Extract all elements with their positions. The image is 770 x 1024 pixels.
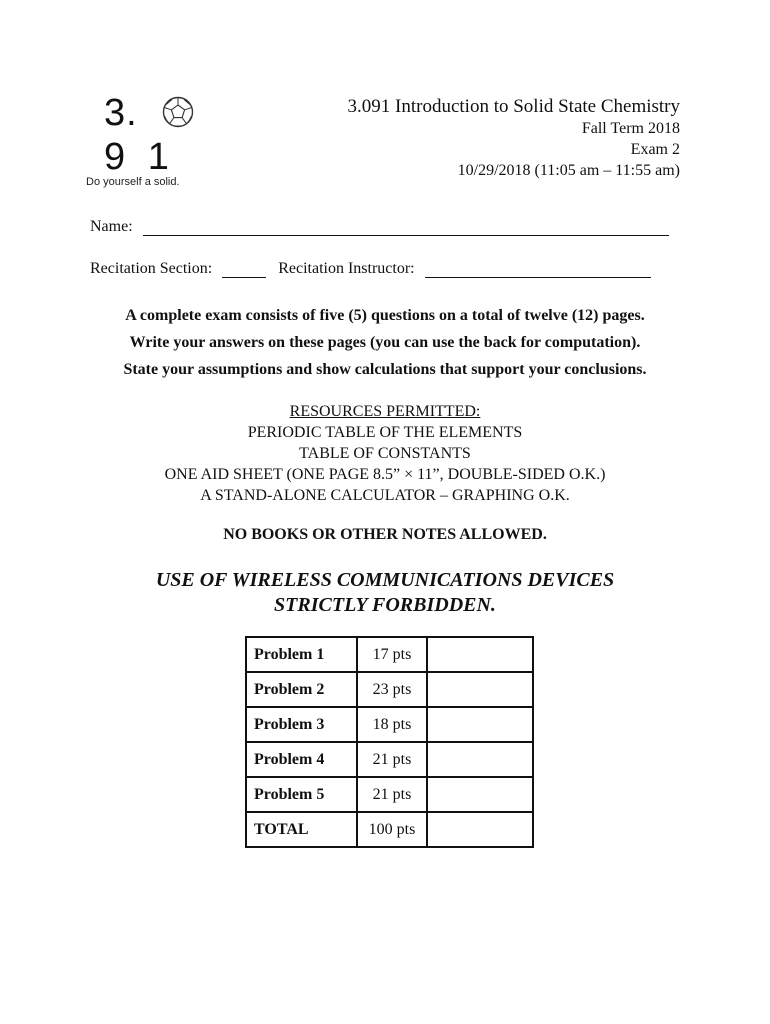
course-title: 3.091 Introduction to Solid State Chemistry <box>347 96 680 117</box>
wireless-warning <box>0 568 770 618</box>
problem-points: 21 pts <box>357 777 427 812</box>
table-row <box>246 777 533 812</box>
problem-points: 21 pts <box>357 742 427 777</box>
table-row <box>246 672 533 707</box>
exam-instructions <box>0 302 770 383</box>
table-row <box>246 707 533 742</box>
recitation-section-field[interactable] <box>222 263 266 278</box>
resource-item: TABLE OF CONSTANTS <box>299 445 471 462</box>
term-label: Fall Term 2018 <box>581 120 680 137</box>
instruction-line: A complete exam consists of five (5) questions on a total of twelve (12) pages. <box>125 307 645 324</box>
resource-item: ONE AID SHEET (ONE PAGE 8.5” × 11”, DOUBLE-SIDED O.K.) <box>164 466 606 483</box>
exam-label: Exam 2 <box>630 141 680 158</box>
no-books-notice: NO BOOKS OR OTHER NOTES ALLOWED. <box>223 526 547 543</box>
problem-points: 18 pts <box>357 707 427 742</box>
problem-label: Problem 1 <box>246 637 357 672</box>
score-entry-cell[interactable] <box>427 777 533 812</box>
name-label: Name: <box>90 218 133 235</box>
table-row <box>246 742 533 777</box>
recitation-section-label: Recitation Section: <box>90 260 213 277</box>
score-entry-cell[interactable] <box>427 672 533 707</box>
resource-item: A STAND-ALONE CALCULATOR – GRAPHING O.K. <box>200 487 570 504</box>
problem-points: 23 pts <box>357 672 427 707</box>
table-row <box>246 812 533 847</box>
exam-header <box>348 96 680 181</box>
score-entry-cell[interactable] <box>427 742 533 777</box>
recitation-instructor-label: Recitation Instructor: <box>278 260 415 277</box>
instruction-line: Write your answers on these pages (you can use the back for computation). <box>129 334 641 351</box>
buckyball-icon <box>162 96 194 128</box>
wireless-warning-line: STRICTLY FORBIDDEN. <box>274 594 496 616</box>
logo-top-text: 3. <box>104 92 138 134</box>
resources-permitted <box>0 401 770 506</box>
wireless-warning-line: USE OF WIRELESS COMMUNICATIONS DEVICES <box>155 569 615 591</box>
problem-label: Problem 2 <box>246 672 357 707</box>
logo-tagline: Do yourself a solid. <box>86 176 180 188</box>
exam-datetime: 10/29/2018 (11:05 am – 11:55 am) <box>457 162 680 179</box>
problem-points: 17 pts <box>357 637 427 672</box>
name-field[interactable] <box>143 221 669 236</box>
logo-bottom-text: 9 1 <box>104 136 175 178</box>
recitation-instructor-field[interactable] <box>425 263 651 278</box>
problem-label: Problem 4 <box>246 742 357 777</box>
problem-label: Problem 5 <box>246 777 357 812</box>
instruction-line: State your assumptions and show calculations that support your conclusions. <box>123 361 647 378</box>
total-entry-cell[interactable] <box>427 812 533 847</box>
problem-label: Problem 3 <box>246 707 357 742</box>
score-entry-cell[interactable] <box>427 707 533 742</box>
name-row <box>90 218 669 236</box>
resources-title: RESOURCES PERMITTED: <box>289 403 481 420</box>
total-points: 100 pts <box>357 812 427 847</box>
course-logo <box>86 92 206 192</box>
total-label: TOTAL <box>246 812 357 847</box>
recitation-row <box>90 260 651 278</box>
resource-item: PERIODIC TABLE OF THE ELEMENTS <box>247 424 523 441</box>
score-entry-cell[interactable] <box>427 637 533 672</box>
table-row <box>246 637 533 672</box>
score-table <box>245 636 534 848</box>
